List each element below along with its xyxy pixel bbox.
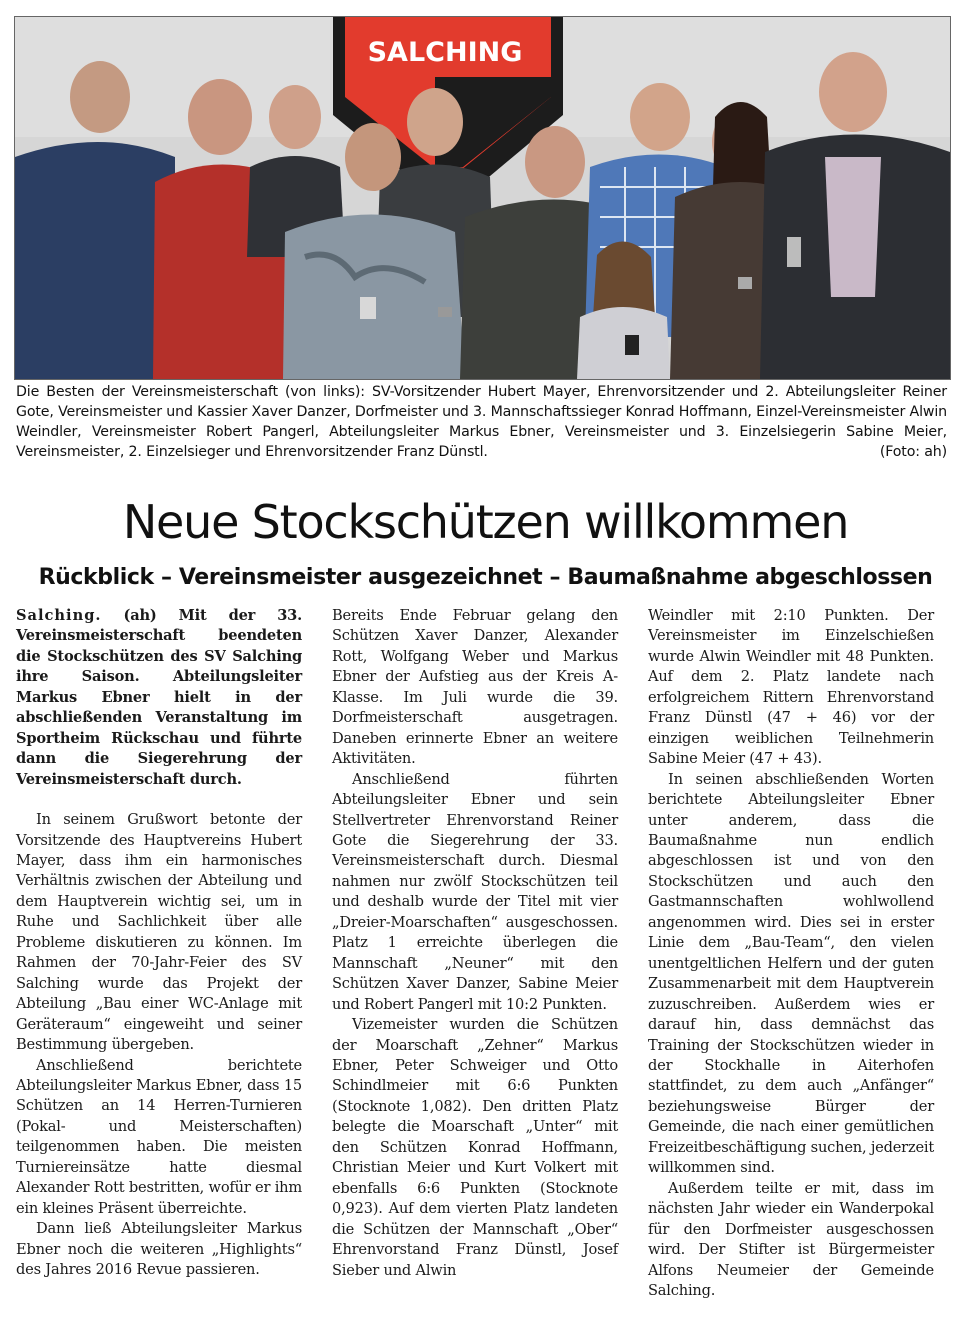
paragraph: Dann ließ Abteilungsleiter Markus Ebner noch die weiteren „Highlights“ des Jahres 2016 Revue passieren. bbox=[16, 1220, 302, 1279]
group-photo bbox=[14, 16, 951, 380]
paragraph: Bereits Ende Februar gelang den Schützen Xaver Danzer, Alexander Rott, Wolfgang Weber und Markus Ebner der Aufstieg aus der Kreis A-Klasse. Im Juli wurde die 39. Dorfmeisterschaft ausgetragen. Daneben erinnerte Ebner an weitere Aktivitäten. bbox=[332, 607, 618, 768]
paragraph: In seinem Grußwort betonte der Vorsitzende des Hauptvereins Hubert Mayer, dass ihm ein harmonisches Verhältnis zwischen der Abteilung und dem Hauptverein wichtig sei, um in Ruhe und Sachlichkeit über alle Probleme diskutieren zu können. Im Rahmen der 70-Jahr-Feier des SV Salching wurde das Projekt der Abteilung „Bau einer WC-Anlage mit Geräteraum“ eingeweiht und seiner Bestimmung übergeben. bbox=[16, 811, 302, 1054]
photo-caption bbox=[16, 382, 947, 462]
article-headline: Neue Stockschützen willkommen bbox=[122, 495, 849, 549]
article-column-2 bbox=[332, 606, 618, 1281]
photo-credit: (Foto: ah) bbox=[879, 444, 947, 460]
article-lead bbox=[16, 606, 302, 790]
lead-text: (ah) Mit der 33. Vereinsmeisterschaft beendeten die Stockschützen des SV Salching ihre Saison. Abteilungsleiter Markus Ebner hielt in der abschließenden Veranstaltung im Sportheim Rückschau und führte dann die Siegerehrung der Vereinsmeisterschaft durch. bbox=[16, 607, 302, 788]
article-subheadline: Rückblick – Vereinsmeister ausgezeichnet – Baumaßnahme abgeschlossen bbox=[38, 565, 933, 590]
article-column-3 bbox=[648, 606, 934, 1301]
caption-text: Die Besten der Vereinsmeisterschaft (von links): SV-Vorsitzender Hubert Mayer, Ehrenvorsitzender und 2. Abteilungsleiter Reiner Gote, Vereinsmeister und Kassier Xaver Danzer, Dorfmeister und 3. Mannschaftssieger Konrad Hoffmann, Einzel-Vereinsmeister Alwin Weindler, Vereinsmeister Robert Pangerl, Abteilungsleiter Markus Ebner, Vereinsmeister und 3. Einzelsiegerin Sabine Meier, Vereinsmeister, 2. Einzelsieger und Ehrenvorsitzender Franz Dünstl. bbox=[16, 384, 947, 460]
article-column-1 bbox=[16, 606, 302, 1281]
paragraph: Vizemeister wurden die Schützen der Moarschaft „Zehner“ Markus Ebner, Peter Schweiger und Otto Schindlmeier mit 6:6 Punkten (Stocknote 1,082). Den dritten Platz belegte die Moarschaft „Unter“ mit den Schützen Konrad Hoffmann, Christian Meier und Kurt Volkert mit ebenfalls 6:6 Punkten (Stocknote 0,923). Auf dem vierten Platz landeten die Schützen der Mannschaft „Ober“ Ehrenvorstand Franz Dünstl, Josef Sieber und Alwin bbox=[332, 1016, 618, 1279]
paragraph: Außerdem teilte er mit, dass im nächsten Jahr wieder ein Wanderpokal für den Dorfmeister ausgeschossen wird. Der Stifter ist Bürgermeister Alfons Neumeier der Gemeinde Salching. bbox=[648, 1179, 934, 1299]
paragraph: Anschließend berichtete Abteilungsleiter Markus Ebner, dass 15 Schützen an 14 Herren-Turnieren (Pokal- und Meisterschaften) teilgenommen haben. Die meisten Turniereinsätze hatte diesmal Alexander Rott bestritten, wofür er ihm ein kleines Präsent überreichte. bbox=[16, 1056, 302, 1217]
club-sign-text: SALCHING bbox=[367, 37, 523, 68]
paragraph: In seinen abschließenden Worten berichtete Abteilungsleiter Ebner unter anderem, dass die Baumaßnahme nun endlich abgeschlossen ist und von den Stockschützen und auch den Gastmannschaften wohlwollend angenommen wird. Dies sei in erster Linie dem „Bau-Team“, den vielen unentgeltlichen Helfern und der guten Zusammenarbeit mit dem Hauptverein zuzuschreiben. Außerdem wies er darauf hin, dass demnächst das Training der Stockschützen wieder in der Stockhalle in Aiterhofen stattfindet, zu dem auch „Anfänger“ beziehungsweise Bürger der Gemeinde, die nach einer gemütlichen Freizeitbeschäftigung suchen, jederzeit willkommen sind. bbox=[648, 770, 935, 1177]
paragraph: Anschließend führten Abteilungsleiter Ebner und sein Stellvertreter Ehrenvorstand Reiner Gote die Siegerehrung der 33. Vereinsmeisterschaft durch. Diesmal nahmen nur zwölf Stockschützen teil und deshalb wurde der Titel mit vier „Dreier-Moarschaften“ ausgeschossen. Platz 1 erreichte überlegen die Mannschaft „Neuner“ mit den Schützen Xaver Danzer, Sabine Meier und Robert Pangerl mit 10:2 Punkten. bbox=[332, 770, 618, 1013]
paragraph: Weindler mit 2:10 Punkten. Der Vereinsmeister im Einzelschießen wurde Alwin Weindler mit 48 Punkten. Auf dem 2. Platz landete nach erfolgreichem Rittern Ehrenvorstand Franz Dünstl (47 + 46) vor der einzigen weiblichen Teilnehmerin Sabine Meier (47 + 43). bbox=[648, 607, 934, 768]
dateline: Salching. bbox=[16, 607, 102, 624]
